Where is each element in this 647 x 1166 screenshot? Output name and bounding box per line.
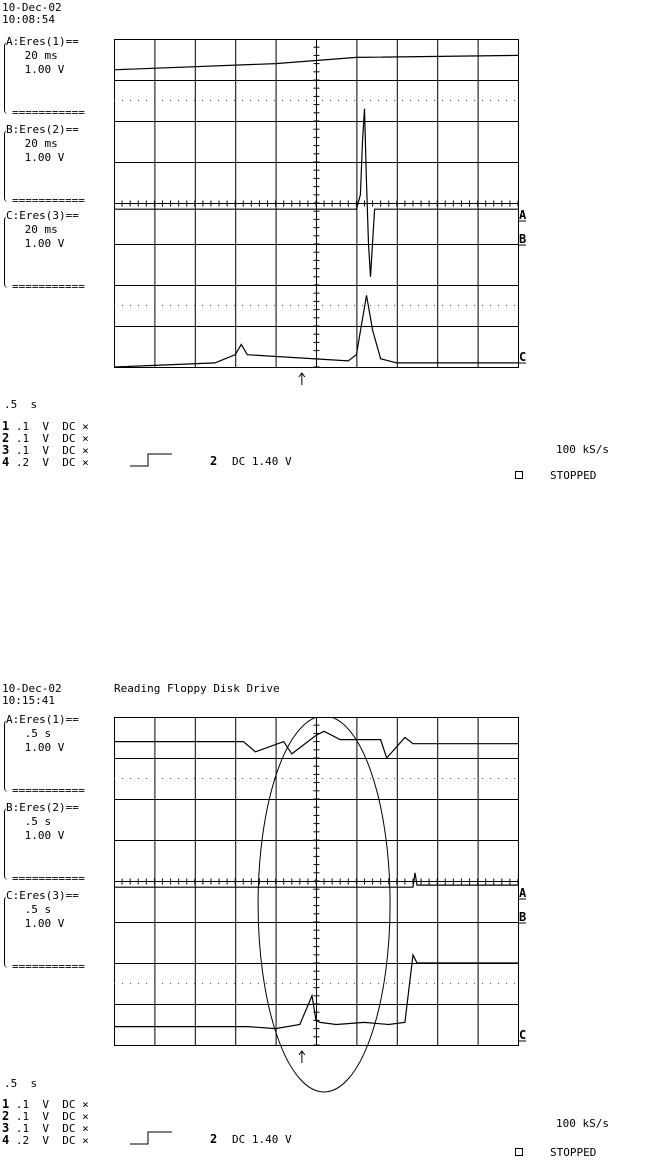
channel-b-time-div: .5 s (18, 815, 52, 828)
input-row-4: 4 .2 V DC × (2, 1133, 89, 1147)
channel-b-rule: =========== (12, 872, 85, 885)
trace-marker-c: C (519, 1028, 526, 1042)
input-row-3: 3 .1 V DC × (2, 1121, 89, 1135)
channel-a-header: A:Eres(1)== (6, 35, 79, 48)
time-label: 10:08:54 (2, 13, 55, 26)
status-indicator-icon (515, 1148, 523, 1156)
status-text: STOPPED (550, 469, 597, 482)
channel-c-header: C:Eres(3)== (6, 209, 79, 222)
trigger-edge-icon (130, 452, 174, 468)
channel-b-header: B:Eres(2)== (6, 801, 79, 814)
channel-c-box (4, 890, 96, 972)
highlight-ellipse (258, 717, 390, 1092)
timebase-label: .5 s (4, 1077, 38, 1090)
screen-title: Reading Floppy Disk Drive (114, 682, 280, 695)
channel-a-box (4, 36, 96, 118)
channel-a-rule: =========== (12, 106, 85, 119)
channel-c-time-div: 20 ms (18, 223, 58, 236)
trace-marker-b: B (519, 910, 526, 924)
timebase-label: .5 s (4, 398, 38, 411)
channel-a-box (4, 714, 96, 796)
channel-c-header: C:Eres(3)== (6, 889, 79, 902)
trace-marker-c: C (519, 350, 526, 364)
input-row-3: 3 .1 V DC × (2, 443, 89, 457)
channel-c-box (4, 210, 96, 292)
trigger-channel: 2 (210, 1132, 218, 1146)
channel-c-rule: =========== (12, 280, 85, 293)
input-row-1: 1 .1 V DC × (2, 419, 89, 433)
channel-a-rule: =========== (12, 784, 85, 797)
channel-a-time-div: .5 s (18, 727, 52, 740)
date-label: 10-Dec-02 (2, 1, 62, 14)
channel-a-time-div: 20 ms (18, 49, 58, 62)
channel-a-header: A:Eres(1)== (6, 713, 79, 726)
time-label: 10:15:41 (2, 694, 55, 707)
channel-b-box (4, 802, 96, 884)
channel-a-volt-div: 1.00 V (18, 741, 65, 754)
trigger-level: DC 1.40 V (232, 1133, 292, 1146)
trace-marker-b: B (519, 232, 526, 246)
channel-b-box (4, 124, 96, 206)
sample-rate: 100 kS/s (556, 1117, 609, 1130)
trace-marker-a: A (519, 886, 526, 900)
input-row-2: 2 .1 V DC × (2, 1109, 89, 1123)
oscilloscope-grid (114, 717, 526, 1099)
trigger-level: DC 1.40 V (232, 455, 292, 468)
status-indicator-icon (515, 471, 523, 479)
date-label: 10-Dec-02 (2, 682, 62, 695)
channel-c-time-div: .5 s (18, 903, 52, 916)
input-row-1: 1 .1 V DC × (2, 1097, 89, 1111)
channel-c-rule: =========== (12, 960, 85, 973)
trigger-edge-icon (130, 1130, 174, 1146)
channel-b-time-div: 20 ms (18, 137, 58, 150)
channel-b-volt-div: 1.00 V (18, 151, 65, 164)
channel-c-volt-div: 1.00 V (18, 917, 65, 930)
oscilloscope-grid (114, 39, 526, 401)
trigger-channel: 2 (210, 454, 218, 468)
input-row-2: 2 .1 V DC × (2, 431, 89, 445)
status-text: STOPPED (550, 1146, 597, 1159)
channel-b-header: B:Eres(2)== (6, 123, 79, 136)
input-row-4: 4 .2 V DC × (2, 455, 89, 469)
sample-rate: 100 kS/s (556, 443, 609, 456)
channel-b-volt-div: 1.00 V (18, 829, 65, 842)
channel-a-volt-div: 1.00 V (18, 63, 65, 76)
trace-marker-a: A (519, 208, 526, 222)
channel-b-rule: =========== (12, 194, 85, 207)
channel-c-volt-div: 1.00 V (18, 237, 65, 250)
